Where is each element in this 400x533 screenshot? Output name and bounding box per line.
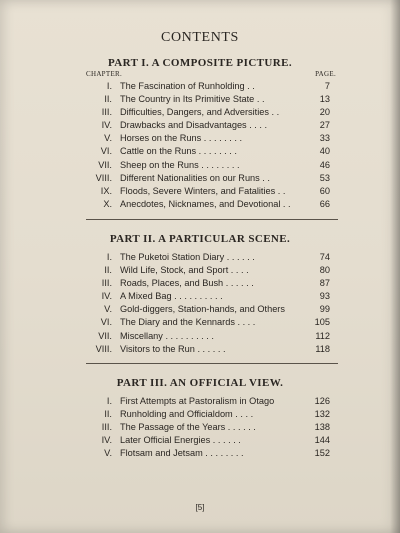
page-number: 53	[319, 172, 330, 183]
part-1-entries	[0, 80, 400, 211]
page-number: 20	[319, 107, 330, 118]
chapter-title: Roads, Places, and Bush . . . . . .	[120, 278, 254, 289]
toc-entry[interactable]	[0, 290, 400, 303]
page-number: 74	[319, 252, 330, 262]
toc-entry[interactable]	[0, 421, 400, 434]
toc-entry[interactable]	[0, 93, 400, 106]
page-number: 40	[319, 146, 330, 157]
toc-entry[interactable]	[0, 277, 400, 290]
toc-entry[interactable]	[0, 80, 400, 93]
chapter-number: II.	[104, 409, 112, 420]
chapter-title: The Country in Its Primitive State . .	[120, 94, 265, 105]
toc-entry[interactable]	[0, 408, 400, 421]
toc-entry[interactable]	[0, 303, 400, 316]
toc-entry[interactable]	[0, 264, 400, 277]
chapter-title: The Fascination of Runholding . .	[120, 81, 255, 91]
page-number: 60	[319, 185, 330, 196]
chapter-number: I.	[106, 396, 112, 406]
page-number: 33	[319, 133, 330, 144]
chapter-number: II.	[104, 94, 112, 105]
page-number: 112	[315, 330, 330, 341]
page-number: 7	[324, 81, 330, 91]
chapter-title: Difficulties, Dangers, and Adversities . .	[120, 107, 280, 118]
toc-entry[interactable]	[0, 172, 400, 185]
chapter-title: The Puketoi Station Diary . . . . . .	[120, 252, 255, 262]
toc-entry[interactable]	[0, 316, 400, 329]
page-number: 46	[319, 159, 330, 170]
chapter-number: III.	[101, 278, 112, 289]
toc-entry[interactable]	[0, 343, 400, 356]
toc-entry[interactable]	[0, 434, 400, 447]
chapter-title: Wild Life, Stock, and Sport . . . .	[120, 265, 249, 276]
chapter-number: VI.	[100, 146, 112, 157]
page-number: 93	[319, 291, 330, 302]
chapter-number: VII.	[98, 330, 112, 341]
chapter-number: X.	[103, 198, 112, 209]
part-1-heading: PART I. A COMPOSITE PICTURE.	[108, 57, 292, 69]
chapter-number: III.	[101, 107, 112, 118]
chapter-title: Sheep on the Runs . . . . . . . .	[120, 159, 240, 170]
page-number: 99	[319, 304, 330, 315]
part-3-entries	[0, 395, 400, 460]
chapter-number: II.	[104, 265, 112, 276]
toc-entry[interactable]	[0, 447, 400, 460]
toc-entry[interactable]	[0, 251, 400, 264]
chapter-column-header: CHAPTER.	[86, 70, 123, 78]
page-column-header: PAGE.	[315, 70, 336, 78]
chapter-number: I.	[106, 81, 112, 91]
toc-entry[interactable]	[0, 159, 400, 172]
toc-entry[interactable]	[0, 132, 400, 145]
chapter-number: IX.	[100, 185, 112, 196]
chapter-number: V.	[104, 133, 112, 144]
page-number: 132	[314, 409, 330, 420]
section-divider	[86, 363, 338, 364]
page-number: 105	[314, 317, 330, 328]
chapter-number: VII.	[98, 159, 112, 170]
page-number: 87	[319, 278, 330, 289]
chapter-number: VI.	[100, 317, 112, 328]
chapter-title: Drawbacks and Disadvantages . . . .	[120, 120, 268, 131]
chapter-title: Different Nationalities on our Runs . .	[120, 172, 270, 183]
chapter-number: IV.	[101, 291, 112, 302]
chapter-title: Later Official Energies . . . . . .	[120, 435, 241, 446]
toc-entry[interactable]	[0, 106, 400, 119]
part-2-entries	[0, 251, 400, 356]
page-number: 126	[314, 396, 330, 406]
page-number: 118	[315, 343, 330, 354]
chapter-number: IV.	[101, 435, 112, 446]
chapter-title: Miscellany . . . . . . . . . .	[120, 330, 214, 341]
page-folio: [5]	[195, 503, 205, 512]
chapter-number: VIII.	[95, 343, 112, 354]
toc-entry[interactable]	[0, 395, 400, 408]
page-number: 144	[314, 435, 330, 446]
chapter-title: The Diary and the Kennards . . . .	[120, 317, 256, 328]
page-number: 27	[319, 120, 330, 131]
part-2-heading: PART II. A PARTICULAR SCENE.	[109, 233, 291, 245]
chapter-number: IV.	[101, 120, 112, 131]
toc-entry[interactable]	[0, 145, 400, 158]
chapter-title: Gold-diggers, Station-hands, and Others	[120, 304, 285, 315]
chapter-title: Visitors to the Run . . . . . .	[120, 343, 226, 354]
chapter-title: Horses on the Runs . . . . . . . .	[120, 133, 243, 144]
page-number: 13	[319, 94, 330, 105]
page-number: 66	[319, 198, 330, 209]
chapter-title: First Attempts at Pastoralism in Otago	[120, 396, 275, 406]
chapter-number: VIII.	[95, 172, 112, 183]
section-divider	[86, 219, 338, 220]
chapter-title: Cattle on the Runs . . . . . . . .	[120, 146, 237, 157]
page-number: 152	[314, 448, 330, 459]
chapter-title: Anecdotes, Nicknames, and Devotional . .	[120, 198, 291, 209]
toc-entry[interactable]	[0, 198, 400, 211]
page-number: 80	[319, 265, 330, 276]
chapter-title: Flotsam and Jetsam . . . . . . . .	[120, 448, 244, 459]
toc-entry[interactable]	[0, 185, 400, 198]
page-number: 138	[314, 422, 330, 433]
chapter-title: Runholding and Officialdom . . . .	[120, 409, 254, 420]
toc-entry[interactable]	[0, 330, 400, 343]
chapter-title: The Passage of the Years . . . . . .	[120, 422, 256, 433]
chapter-number: V.	[104, 304, 112, 315]
part-3-heading: PART III. AN OFFICIAL VIEW.	[116, 377, 284, 389]
contents-title: CONTENTS	[161, 30, 239, 45]
chapter-number: III.	[101, 422, 112, 433]
chapter-title: Floods, Severe Winters, and Fatalities . .	[120, 185, 286, 196]
chapter-number: I.	[106, 252, 112, 262]
toc-entry[interactable]	[0, 119, 400, 132]
chapter-title: A Mixed Bag . . . . . . . . . .	[120, 291, 223, 302]
chapter-number: V.	[104, 448, 112, 459]
